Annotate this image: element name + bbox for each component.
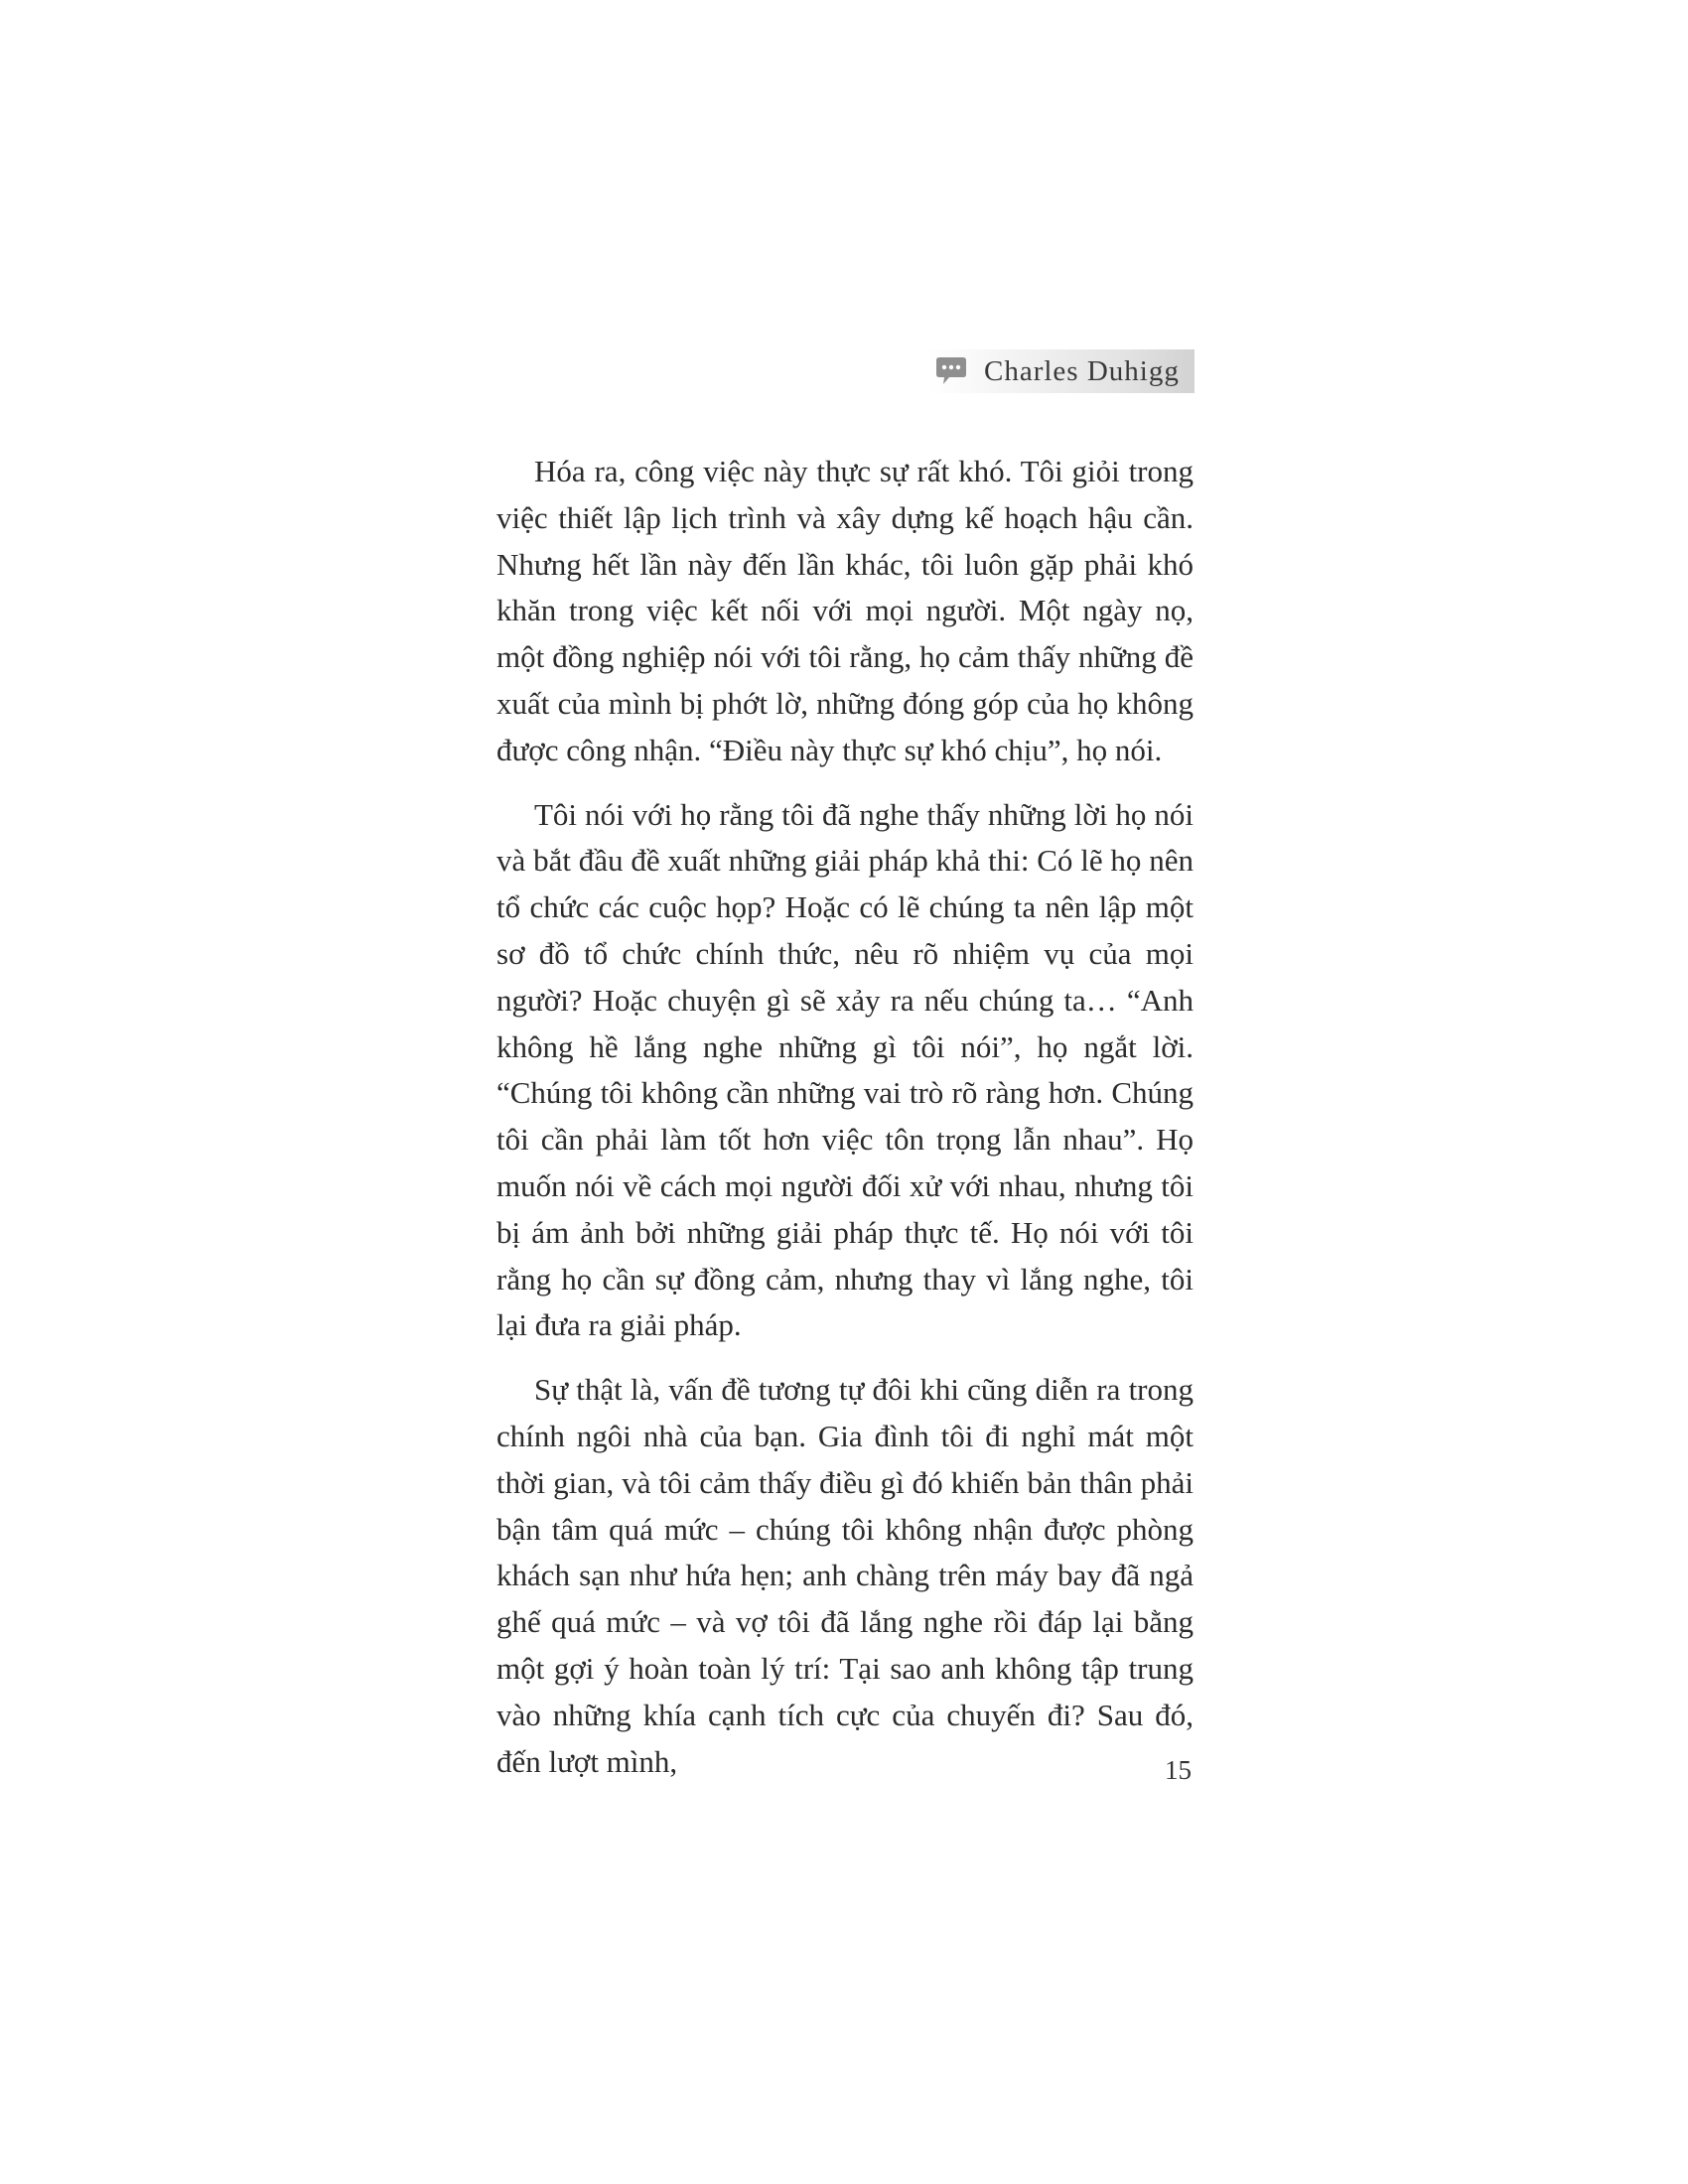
body-text <box>496 449 1194 1803</box>
speech-bubble-icon <box>934 354 968 388</box>
paragraph-2: Tôi nói với họ rằng tôi đã nghe thấy những lời họ nói và bắt đầu đề xuất những giải pháp khả thi: Có lẽ họ nên tổ chức các cuộc họp? Hoặc có lẽ chúng ta nên lập một sơ đồ tổ chức chính thức, nêu rõ nhiệm vụ của mọi người? Hoặc chuyện gì sẽ xảy ra nếu chúng ta… “Anh không hề lắng nghe những gì tôi nói”, họ ngắt lời. “Chúng tôi không cần những vai trò rõ ràng hơn. Chúng tôi cần phải làm tốt hơn việc tôn trọng lẫn nhau”. Họ muốn nói về cách mọi người đối xử với nhau, nhưng tôi bị ám ảnh bởi những giải pháp thực tế. Họ nói với tôi rằng họ cần sự đồng cảm, nhưng thay vì lắng nghe, tôi lại đưa ra giải pháp. <box>496 796 1194 1343</box>
page-number: 15 <box>1165 1755 1192 1785</box>
header-author: Charles Duhigg <box>984 354 1180 387</box>
running-header <box>928 349 1195 393</box>
paragraph-3: Sự thật là, vấn đề tương tự đôi khi cũng diễn ra trong chính ngôi nhà của bạn. Gia đình tôi đi nghỉ mát một thời gian, và tôi cảm thấy điều gì đó khiến bản thân phải bận tâm quá mức – chúng tôi không nhận được phòng khách sạn như hứa hẹn; anh chàng trên máy bay đã ngả ghế quá mức – và vợ tôi đã lắng nghe rồi đáp lại bằng một gợi ý hoàn toàn lý trí: Tại sao anh không tập trung vào những khía cạnh tích cực của chuyến đi? Sau đó, đến lượt mình, <box>496 1372 1194 1779</box>
paragraph-1: Hóa ra, công việc này thực sự rất khó. Tôi giỏi trong việc thiết lập lịch trình và xây dựng kế hoạch hậu cần. Nhưng hết lần này đến lần khác, tôi luôn gặp phải khó khăn trong việc kết nối với mọi người. Một ngày nọ, một đồng nghiệp nói với tôi rằng, họ cảm thấy những đề xuất của mình bị phớt lờ, những đóng góp của họ không được công nhận. “Điều này thực sự khó chịu”, họ nói. <box>496 454 1194 767</box>
